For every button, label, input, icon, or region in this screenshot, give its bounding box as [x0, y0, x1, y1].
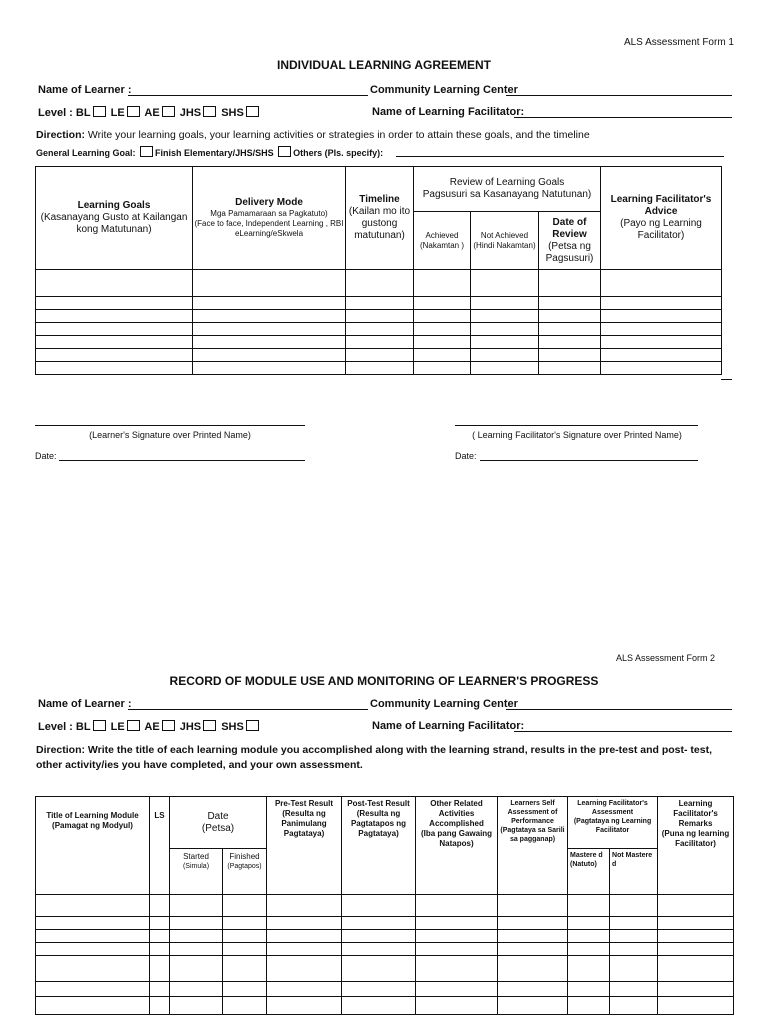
table-cell[interactable]	[414, 310, 471, 323]
col-date	[170, 797, 267, 849]
col-advice-sub: (Payo ng Learning Facilitator)	[620, 218, 702, 241]
table-row	[36, 982, 734, 997]
col-date-review-sub: (Petsa ng Pagsusuri)	[545, 240, 594, 264]
table-cell[interactable]	[568, 997, 610, 1015]
table-cell[interactable]	[170, 895, 223, 917]
table-cell[interactable]	[471, 323, 539, 336]
table-cell[interactable]	[539, 323, 601, 336]
table-cell[interactable]	[568, 943, 610, 956]
table-row	[36, 997, 734, 1015]
general-goal-label: General Learning Goal:	[36, 148, 136, 158]
table-cell[interactable]	[539, 349, 601, 362]
table-cell[interactable]	[267, 943, 342, 956]
table-cell[interactable]	[342, 956, 416, 982]
col-finished-sub: (Pagtapos)	[227, 863, 262, 870]
col-remarks-title: Learning Facilitator's Remarks	[673, 799, 718, 828]
form2-facilitator-label: Name of Learning Facilitator:	[372, 720, 525, 732]
col-learning-goals	[36, 167, 193, 270]
table-cell[interactable]	[267, 982, 342, 997]
table-cell[interactable]	[223, 917, 267, 930]
others-option: Others (Pls. specify):	[293, 148, 384, 158]
col-mastered	[568, 849, 610, 895]
table-cell[interactable]	[610, 956, 658, 982]
table-cell[interactable]	[498, 917, 568, 930]
table-cell[interactable]	[610, 917, 658, 930]
table-cell[interactable]	[223, 943, 267, 956]
table-cell[interactable]	[539, 310, 601, 323]
table-cell[interactable]	[36, 943, 150, 956]
col-achieved-sub: (Nakamtan )	[419, 240, 464, 250]
table-cell[interactable]	[658, 956, 734, 982]
table-cell[interactable]	[471, 362, 539, 375]
table-cell[interactable]	[414, 323, 471, 336]
col-timeline-title: Timeline	[359, 194, 400, 205]
table-edge-line	[721, 379, 732, 380]
table-cell[interactable]	[346, 270, 414, 297]
form2-community-center-field[interactable]	[506, 698, 732, 710]
form2-level-row	[38, 720, 261, 733]
table-cell[interactable]	[610, 982, 658, 997]
table-cell[interactable]	[342, 895, 416, 917]
learner-date-label: Date:	[35, 451, 57, 461]
col-other-title: Other Related Activities Accomplished	[429, 799, 484, 828]
col-mastered-title: Mastere d	[570, 852, 603, 859]
form2-title: RECORD OF MODULE USE AND MONITORING OF LEARNER'S PROGRESS	[169, 674, 599, 688]
direction-label: Direction:	[36, 744, 86, 756]
col-not-achieved	[471, 212, 539, 270]
table-cell[interactable]	[36, 930, 150, 943]
table-cell[interactable]	[150, 943, 170, 956]
col-title-module-title: Title of Learning Module	[46, 811, 139, 820]
table-cell[interactable]	[36, 917, 150, 930]
col-started	[170, 849, 223, 895]
table-row	[36, 943, 734, 956]
col-learning-goals-sub: (Kasanayang Gusto at Kailangan kong Matutunan)	[40, 212, 188, 235]
table-cell[interactable]	[150, 930, 170, 943]
col-other-activities	[416, 797, 498, 895]
table-row	[36, 930, 734, 943]
table-cell[interactable]	[342, 917, 416, 930]
table-cell[interactable]	[539, 270, 601, 297]
level-bl-label: BL	[75, 721, 91, 733]
level-bl-label: BL	[75, 107, 91, 119]
level-ae-label: AE	[144, 107, 160, 119]
learner-date-field[interactable]	[59, 450, 305, 461]
col-date-review	[539, 212, 601, 270]
table-cell[interactable]	[610, 895, 658, 917]
table-cell[interactable]	[658, 930, 734, 943]
table-cell[interactable]	[498, 895, 568, 917]
col-self-title: Learners Self Assessment of Performance	[507, 800, 558, 825]
table-cell[interactable]	[342, 943, 416, 956]
level-ae-checkbox[interactable]	[162, 106, 175, 117]
table-cell[interactable]	[36, 895, 150, 917]
table-cell[interactable]	[193, 336, 346, 349]
col-other-sub: (Iba pang Gawaing Natapos)	[420, 829, 493, 848]
table-row	[36, 895, 734, 917]
table-cell[interactable]	[346, 349, 414, 362]
table-cell[interactable]	[346, 310, 414, 323]
learner-signature-label: (Learner's Signature over Printed Name)	[89, 430, 251, 440]
form1-community-center-field[interactable]	[506, 84, 732, 96]
col-pretest-title: Pre-Test Result	[274, 799, 334, 808]
table-cell[interactable]	[170, 930, 223, 943]
table-row	[36, 362, 722, 375]
form1-direction	[36, 129, 736, 141]
col-pretest-sub: (Resulta ng Panimulang Pagtataya)	[281, 809, 327, 838]
form1-facilitator-label: Name of Learning Facilitator:	[372, 106, 525, 118]
col-date-sub: (Petsa)	[201, 822, 235, 834]
table-row	[36, 297, 722, 310]
table-cell[interactable]	[498, 956, 568, 982]
level-jhs-checkbox[interactable]	[203, 106, 216, 117]
table-cell[interactable]	[610, 997, 658, 1015]
table-cell[interactable]	[416, 917, 498, 930]
table-cell[interactable]	[193, 349, 346, 362]
col-finished-title: Finished	[229, 852, 260, 861]
table-cell[interactable]	[414, 270, 471, 297]
others-checkbox[interactable]	[278, 146, 291, 157]
col-date-review-title: Date of Review	[552, 216, 587, 240]
form1-community-center-label: Community Learning Center	[370, 84, 518, 96]
level-jhs-label: JHS	[179, 721, 202, 733]
table-cell[interactable]	[658, 917, 734, 930]
form2-name-of-learner-field[interactable]	[128, 698, 368, 710]
level-ae-label: AE	[144, 721, 160, 733]
table-cell[interactable]	[193, 297, 346, 310]
table-cell[interactable]	[498, 943, 568, 956]
level-shs-label: SHS	[221, 107, 244, 119]
level-ae-checkbox[interactable]	[162, 720, 175, 731]
table-cell[interactable]	[601, 336, 722, 349]
form1-name-of-learner-field[interactable]	[128, 84, 368, 96]
col-posttest	[342, 797, 416, 895]
level-jhs-checkbox[interactable]	[203, 720, 216, 731]
table-cell[interactable]	[223, 895, 267, 917]
table-cell[interactable]	[36, 310, 193, 323]
table-cell[interactable]	[150, 895, 170, 917]
table-cell[interactable]	[36, 982, 150, 997]
col-review-title: Review of Learning Goals	[449, 177, 565, 188]
table-cell[interactable]	[601, 297, 722, 310]
table-cell[interactable]	[342, 930, 416, 943]
col-achieved-title: Achieved	[425, 230, 459, 240]
table-cell[interactable]	[150, 917, 170, 930]
table-cell[interactable]	[658, 895, 734, 917]
direction-text: Write your learning goals, your learning activities or strategies in order to attain these goals, and the timeline	[85, 129, 590, 141]
table-row	[36, 336, 722, 349]
table-cell[interactable]	[346, 362, 414, 375]
table-cell[interactable]	[471, 349, 539, 362]
table-cell[interactable]	[539, 362, 601, 375]
table-cell[interactable]	[267, 997, 342, 1015]
table-cell[interactable]	[193, 270, 346, 297]
facilitator-signature-line[interactable]	[455, 425, 698, 426]
table-cell[interactable]	[416, 895, 498, 917]
table-cell[interactable]	[223, 997, 267, 1015]
level-bl-checkbox[interactable]	[93, 106, 106, 117]
col-timeline-sub: (Kailan mo ito gustong matutunan)	[348, 206, 411, 241]
table-cell[interactable]	[170, 943, 223, 956]
learning-agreement-table	[35, 166, 722, 375]
col-advice	[601, 167, 722, 270]
table-row	[36, 917, 734, 930]
table-cell[interactable]	[471, 336, 539, 349]
table-row	[36, 323, 722, 336]
table-cell[interactable]	[342, 982, 416, 997]
col-review-sub: Pagsusuri sa Kasanayang Natutunan)	[422, 189, 592, 200]
col-ls: LS	[150, 797, 170, 895]
form2-community-center-label: Community Learning Center	[370, 698, 518, 710]
col-lf-assess-sub: (Pagtataya ng Learning Facilitator	[573, 818, 652, 834]
col-advice-title: Learning Facilitator's Advice	[610, 194, 712, 217]
table-cell[interactable]	[610, 930, 658, 943]
col-not-achieved-sub: (Hindi Nakamtan)	[473, 240, 536, 250]
direction-text: Write the title of each learning module you accomplished along with the learning strand, results in the pre-test and post- test, other activity/ies you have completed, and your own assessment.	[36, 744, 712, 771]
table-cell[interactable]	[498, 997, 568, 1015]
col-mastered-sub: (Natuto)	[570, 861, 597, 868]
col-delivery-mode-title: Delivery Mode	[235, 197, 303, 208]
level-le-checkbox[interactable]	[127, 106, 140, 117]
table-cell[interactable]	[346, 323, 414, 336]
table-cell[interactable]	[568, 982, 610, 997]
table-cell[interactable]	[414, 349, 471, 362]
finish-option: Finish Elementary/JHS/SHS	[155, 148, 274, 158]
level-le-checkbox[interactable]	[127, 720, 140, 731]
table-cell[interactable]	[346, 336, 414, 349]
direction-label: Direction:	[36, 129, 86, 141]
table-row	[36, 270, 722, 297]
col-title-module	[36, 797, 150, 895]
col-started-sub: (Simula)	[182, 863, 210, 870]
form2-name-of-learner-label: Name of Learner :	[38, 698, 132, 710]
level-jhs-label: JHS	[179, 107, 202, 119]
level-label: Level :	[38, 107, 73, 119]
module-record-table	[35, 796, 734, 1015]
table-cell[interactable]	[267, 895, 342, 917]
level-label: Level :	[38, 721, 73, 733]
col-learning-goals-title: Learning Goals	[77, 200, 151, 211]
learner-signature-line[interactable]	[35, 425, 305, 426]
table-cell[interactable]	[342, 997, 416, 1015]
col-self-assessment	[498, 797, 568, 895]
col-finished	[223, 849, 267, 895]
table-cell[interactable]	[416, 930, 498, 943]
level-bl-checkbox[interactable]	[93, 720, 106, 731]
form2-label: ALS Assessment Form 2	[615, 653, 715, 663]
col-posttest-sub: (Resulta ng Pagtatapos ng Pagtataya)	[350, 809, 407, 838]
form1-facilitator-field[interactable]	[514, 106, 732, 118]
table-cell[interactable]	[223, 982, 267, 997]
table-cell[interactable]	[193, 362, 346, 375]
form1-general-goal-row	[36, 146, 383, 158]
col-achieved	[414, 212, 471, 270]
facilitator-date-field[interactable]	[480, 450, 698, 461]
table-cell[interactable]	[36, 270, 193, 297]
table-cell[interactable]	[658, 997, 734, 1015]
table-cell[interactable]	[471, 297, 539, 310]
col-pretest	[267, 797, 342, 895]
table-cell[interactable]	[36, 297, 193, 310]
table-cell[interactable]	[36, 362, 193, 375]
table-row	[36, 956, 734, 982]
table-cell[interactable]	[601, 310, 722, 323]
table-cell[interactable]	[416, 943, 498, 956]
table-cell[interactable]	[416, 997, 498, 1015]
col-self-sub: (Pagtataya sa Sarili sa pagganap)	[500, 827, 565, 843]
table-cell[interactable]	[223, 956, 267, 982]
table-cell[interactable]	[36, 997, 150, 1015]
table-cell[interactable]	[658, 982, 734, 997]
table-cell[interactable]	[36, 323, 193, 336]
table-cell[interactable]	[223, 930, 267, 943]
table-cell[interactable]	[36, 956, 150, 982]
finish-checkbox[interactable]	[140, 146, 153, 157]
others-specify-field[interactable]	[396, 146, 724, 157]
table-cell[interactable]	[539, 336, 601, 349]
form1-title: INDIVIDUAL LEARNING AGREEMENT	[276, 58, 491, 72]
table-cell[interactable]	[267, 956, 342, 982]
col-timeline	[346, 167, 414, 270]
table-cell[interactable]	[416, 956, 498, 982]
col-title-module-sub: (Pamagat ng Modyul)	[52, 821, 133, 830]
facilitator-signature-label: ( Learning Facilitator's Signature over Printed Name)	[472, 430, 682, 440]
table-cell[interactable]	[610, 943, 658, 956]
col-lf-assess-title: Learning Facilitator's Assessment	[577, 800, 648, 816]
col-remarks-sub: (Puna ng learning Facilitator)	[661, 829, 730, 848]
table-cell[interactable]	[498, 982, 568, 997]
table-cell[interactable]	[150, 956, 170, 982]
table-cell[interactable]	[416, 982, 498, 997]
form1-label: ALS Assessment Form 1	[623, 37, 734, 48]
table-cell[interactable]	[150, 997, 170, 1015]
col-review	[414, 167, 601, 212]
form1-level-row	[38, 106, 261, 119]
table-cell[interactable]	[170, 982, 223, 997]
col-lf-assessment	[568, 797, 658, 849]
table-cell[interactable]	[346, 297, 414, 310]
level-shs-checkbox[interactable]	[246, 720, 259, 731]
form2-facilitator-field[interactable]	[514, 720, 732, 732]
table-cell[interactable]	[568, 930, 610, 943]
table-row	[36, 310, 722, 323]
table-cell[interactable]	[601, 362, 722, 375]
table-cell[interactable]	[498, 930, 568, 943]
table-cell[interactable]	[414, 297, 471, 310]
col-delivery-mode-sub2: (Face to face, Independent Learning , RBI eLearning/eSkwela	[194, 219, 344, 238]
col-not-achieved-title: Not Achieved	[480, 230, 529, 240]
level-shs-label: SHS	[221, 721, 244, 733]
level-le-label: LE	[110, 107, 125, 119]
col-delivery-mode-sub1: Mga Pamamaraan sa Pagkatuto)	[210, 209, 328, 218]
table-cell[interactable]	[150, 982, 170, 997]
table-cell[interactable]	[36, 336, 193, 349]
table-cell[interactable]	[601, 349, 722, 362]
table-cell[interactable]	[267, 917, 342, 930]
form1-name-of-learner-label: Name of Learner :	[38, 84, 132, 96]
table-cell[interactable]	[170, 997, 223, 1015]
table-cell[interactable]	[36, 349, 193, 362]
table-cell[interactable]	[601, 270, 722, 297]
table-row	[36, 349, 722, 362]
facilitator-date-label: Date:	[455, 451, 477, 461]
table-cell[interactable]	[568, 956, 610, 982]
form2-direction	[36, 743, 736, 773]
col-started-title: Started	[183, 852, 209, 861]
table-cell[interactable]	[193, 310, 346, 323]
col-lf-remarks	[658, 797, 734, 895]
table-cell[interactable]	[414, 362, 471, 375]
level-le-label: LE	[110, 721, 125, 733]
table-cell[interactable]	[568, 895, 610, 917]
col-not-mastered: Not Mastere d	[610, 849, 658, 895]
level-shs-checkbox[interactable]	[246, 106, 259, 117]
table-cell[interactable]	[471, 270, 539, 297]
table-cell[interactable]	[170, 956, 223, 982]
table-cell[interactable]	[193, 323, 346, 336]
table-cell[interactable]	[568, 917, 610, 930]
table-cell[interactable]	[471, 310, 539, 323]
table-cell[interactable]	[601, 323, 722, 336]
table-cell[interactable]	[539, 297, 601, 310]
table-cell[interactable]	[170, 917, 223, 930]
table-cell[interactable]	[267, 930, 342, 943]
table-cell[interactable]	[658, 943, 734, 956]
col-delivery-mode	[193, 167, 346, 270]
table-cell[interactable]	[414, 336, 471, 349]
col-date-title: Date	[207, 810, 229, 822]
col-posttest-title: Post-Test Result	[347, 799, 410, 808]
